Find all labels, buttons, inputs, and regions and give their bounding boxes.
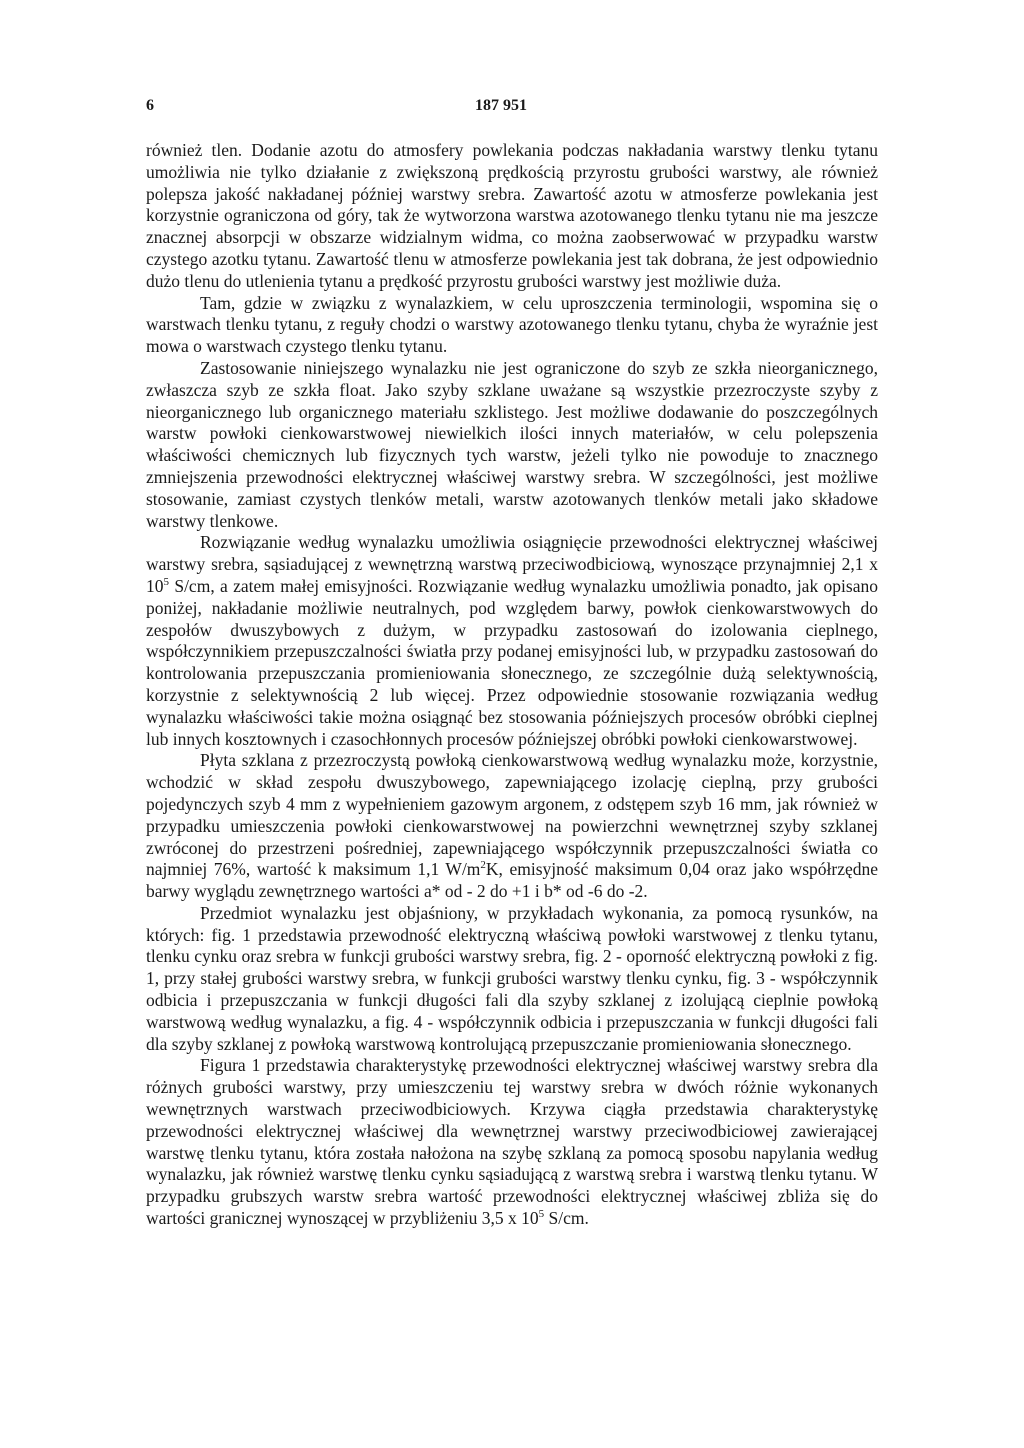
document-page bbox=[146, 97, 878, 1230]
paragraph-5 bbox=[146, 750, 878, 903]
paragraph-7-part-a: Figura 1 przedstawia charakterystykę przewodności elektrycznej właściwej warstwy srebra dla różnych grubości warstwy, przy umieszczeniu tej warstwy srebra w dwóch różnie wykonanych wewnętrznych warstwach przeciwodbiciowych. Krzywa ciągła przedstawia charakterystykę przewodności elektrycznej właściwej dla wewnętrznej warstwy przeciwodbiciowej zawierającej warstwę tlenku tytanu, która została nałożona na szybę szklaną za pomocą sposobu napylania według wynalazku, jak również warstwę tlenku cynku sąsiadującą z warstwą srebra i warstwą tlenku tytanu. W przypadku grubszych warstw srebra wartość przewodności elektrycznej właściwej zbliża się do wartości granicznej wynoszącej w przybliżeniu 3,5 x 10 bbox=[146, 1055, 878, 1229]
document-body bbox=[146, 140, 878, 1230]
page-header bbox=[146, 97, 878, 119]
paragraph-6: Przedmiot wynalazku jest objaśniony, w przykładach wykonania, za pomocą rysunków, na których: fig. 1 przedstawia przewodność elektryczną właściwą powłoki warstwowej z tlenku tytanu, tlenku cynku oraz srebra w funkcji grubości warstwy srebra, fig. 2 - oporność elektryczną powłoki z fig. 1, przy stałej grubości warstwy srebra, w funkcji grubości warstwy tlenku cynku, fig. 3 - współczynnik odbicia i przepuszczania w funkcji długości fali dla szyby szklanej z izolującą cieplnie powłoką warstwową według wynalazku, a fig. 4 - współczynnik odbicia i przepuszczania w funkcji długości fali dla szyby szklanej z powłoką warstwową kontrolującą przepuszczanie promieniowania słonecznego. bbox=[146, 902, 878, 1054]
paragraph-5-part-b: K, emisyjność maksimum 0,04 oraz jako współrzędne barwy wyglądu zewnętrznego wartości a* od - 2 do +1 i b* od -6 do -2. bbox=[146, 859, 878, 902]
page-number: 6 bbox=[146, 97, 154, 114]
paragraph-4-part-a: Rozwiązanie według wynalazku umożliwia osiągnięcie przewodności elektrycznej właściwej warstwy srebra, sąsiadującej z wewnętrzną warstwą przeciwodbiciową, wynoszące przynajmniej 2,1 x 10 bbox=[146, 532, 878, 596]
paragraph-4-part-b: S/cm, a zatem małej emisyjności. Rozwiązanie według wynalazku umożliwia ponadto, jak opisano poniżej, nakładanie możliwie neutralnych, pod względem barwy, powłok cienkowarstwowych do zespołów dwuszybowych z dużym, w przypadku zastosowań do izolowania cieplnego, współczynnikiem przepuszczalności światła przy podanej emisyjności lub, w przypadku zastosowań do kontrolowania przepuszczania promieniowania słonecznego, ze szczególnie dużą selektywnością, korzystnie z selektywnością 2 lub więcej. Przez odpowiednie stosowanie rozwiązania według wynalazku właściwości takie można osiągnąć bez stosowania późniejszych procesów obróbki cieplnej lub innych kosztownych i czasochłonnych procesów późniejszej obróbki powłoki cienkowarstwowej. bbox=[146, 575, 878, 749]
paragraph-4 bbox=[146, 532, 878, 750]
paragraph-5-part-a: Płyta szklana z przezroczystą powłoką cienkowarstwową według wynalazku może, korzystnie, wchodzić w skład zespołu dwuszybowego, zapewniającego izolację cieplną, przy grubości pojedynczych szyb 4 mm z wypełnieniem gazowym argonem, z odstępem szyb 16 mm, jak również w przypadku umieszczenia powłoki cienkowarstwowej na powierzchni wewnętrznej szyby szklanej zwróconej do przestrzeni pośredniej, zapewniającego współczynnik przepuszczalności światła co najmniej 76%, wartość k maksimum 1,1 W/m bbox=[146, 750, 878, 880]
paragraph-4-exponent: 5 bbox=[163, 575, 169, 588]
patent-number: 187 951 bbox=[475, 97, 527, 114]
paragraph-2: Tam, gdzie w związku z wynalazkiem, w celu uproszczenia terminologii, wspomina się o warstwach tlenku tytanu, z reguły chodzi o warstwy azotowanego tlenku tytanu, chyba że wyraźnie jest mowa o warstwach czystego tlenku tytanu. bbox=[146, 292, 878, 357]
paragraph-3: Zastosowanie niniejszego wynalazku nie jest ograniczone do szyb ze szkła nieorganicznego, zwłaszcza szyb ze szkła float. Jako szyby szklane uważane są wszystkie przezroczyste szyby z nieorganicznego lub organicznego materiału szklistego. Jest możliwe dodawanie do poszczególnych warstw powłoki cienkowarstwowej niewielkich ilości innych materiałów, w celu polepszenia właściwości chemicznych lub fizycznych tych warstw, jeżeli tylko nie powoduje to znacznego zmniejszenia przewodności elektrycznej właściwej warstwy srebra. W szczególności, jest możliwe stosowanie, zamiast czystych tlenków metali, warstw azotowanych tlenków metali jako składowe warstwy tlenkowe. bbox=[146, 357, 878, 531]
paragraph-7 bbox=[146, 1055, 878, 1229]
paragraph-5-exponent: 2 bbox=[480, 859, 486, 872]
paragraph-1: również tlen. Dodanie azotu do atmosfery powlekania podczas nakładania warstwy tlenku tytanu umożliwia nie tylko działanie z zwiększoną prędkością przyrostu grubości warstwy, ale również polepsza jakość nakładanej później warstwy srebra. Zawartość azotu w atmosferze powlekania jest korzystnie ograniczona od góry, tak że wytworzona warstwa azotowanego tlenku tytanu nie ma jeszcze znacznej absorpcji w obszarze widzialnym widma, co można zaobserwować w przypadku warstw czystego azotku tytanu. Zawartość tlenu w atmosferze powlekania jest tak dobrana, że jest odpowiednio dużo tlenu do utlenienia tytanu a prędkość przyrostu grubości warstwy jest możliwie duża. bbox=[146, 140, 878, 291]
paragraph-7-exponent: 5 bbox=[538, 1208, 545, 1221]
paragraph-7-part-b: S/cm. bbox=[544, 1208, 589, 1229]
